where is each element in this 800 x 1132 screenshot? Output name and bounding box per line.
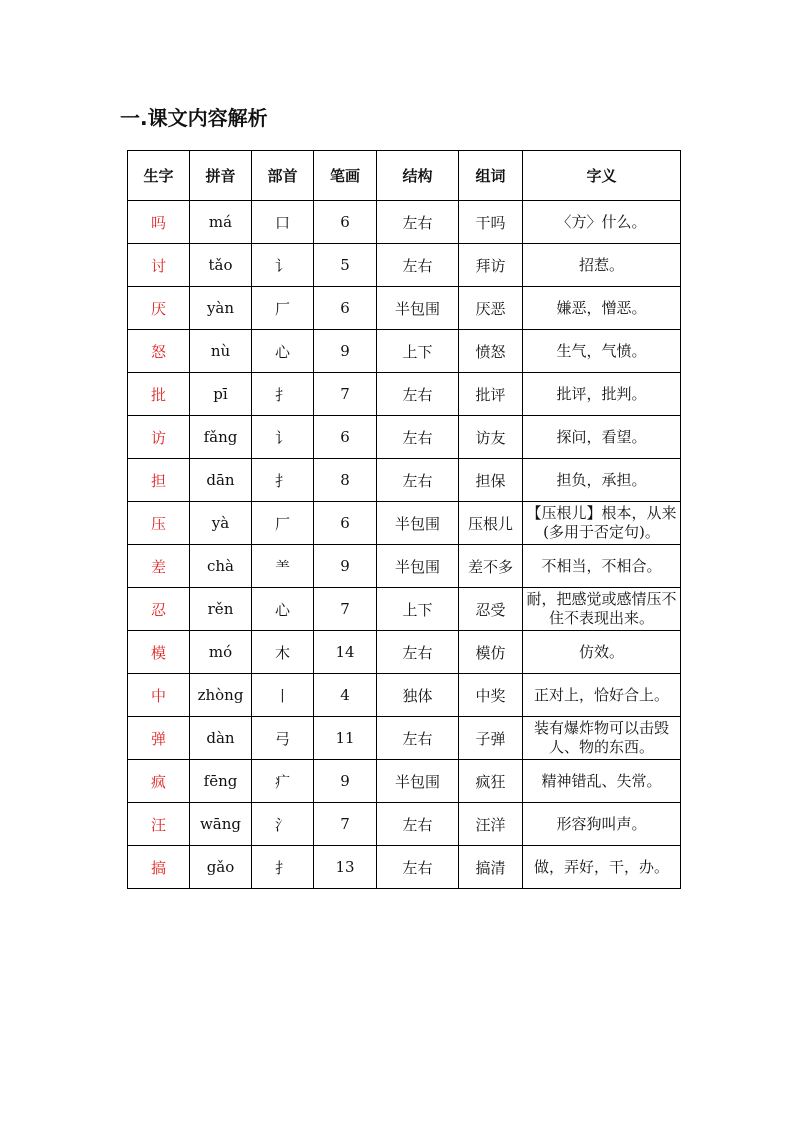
- cell-pinyin: nù: [190, 330, 252, 373]
- cell-pinyin: pī: [190, 373, 252, 416]
- cell-structure: 上下: [377, 330, 459, 373]
- cell-word: 厌恶: [459, 287, 523, 330]
- cell-structure: 半包围: [377, 545, 459, 588]
- cell-meaning: 招惹。: [523, 244, 681, 287]
- cell-character: 吗: [128, 201, 190, 244]
- cell-radical: 弓: [252, 717, 314, 760]
- cell-meaning: 【压根儿】根本，从来(多用于否定句)。: [523, 502, 681, 545]
- cell-meaning: 批评，批判。: [523, 373, 681, 416]
- header-character: 生字: [128, 151, 190, 201]
- cell-strokes: 6: [314, 416, 377, 459]
- cell-strokes: 9: [314, 330, 377, 373]
- cell-strokes: 6: [314, 502, 377, 545]
- cell-character: 压: [128, 502, 190, 545]
- table-row: [128, 760, 681, 803]
- cell-structure: 左右: [377, 631, 459, 674]
- cell-pinyin: má: [190, 201, 252, 244]
- cell-character: 汪: [128, 803, 190, 846]
- vocabulary-table: [127, 150, 681, 889]
- cell-meaning: 装有爆炸物可以击毁人、物的东西。: [523, 717, 681, 760]
- cell-strokes: 7: [314, 803, 377, 846]
- cell-character: 怒: [128, 330, 190, 373]
- cell-strokes: 8: [314, 459, 377, 502]
- cell-word: 愤怒: [459, 330, 523, 373]
- cell-character: 访: [128, 416, 190, 459]
- cell-radical: 疒: [252, 760, 314, 803]
- cell-character: 弹: [128, 717, 190, 760]
- cell-pinyin: fēng: [190, 760, 252, 803]
- cell-pinyin: rěn: [190, 588, 252, 631]
- cell-radical: 氵: [252, 803, 314, 846]
- cell-word: 压根儿: [459, 502, 523, 545]
- cell-meaning: 不相当，不相合。: [523, 545, 681, 588]
- cell-radical: 木: [252, 631, 314, 674]
- cell-word: 差不多: [459, 545, 523, 588]
- table-row: [128, 373, 681, 416]
- cell-meaning: 精神错乱、失常。: [523, 760, 681, 803]
- cell-radical: ⺷: [252, 545, 314, 588]
- cell-character: 讨: [128, 244, 190, 287]
- cell-character: 差: [128, 545, 190, 588]
- cell-strokes: 7: [314, 588, 377, 631]
- cell-radical: 丨: [252, 674, 314, 717]
- cell-pinyin: zhòng: [190, 674, 252, 717]
- cell-radical: 心: [252, 330, 314, 373]
- cell-character: 批: [128, 373, 190, 416]
- header-structure: 结构: [377, 151, 459, 201]
- cell-character: 厌: [128, 287, 190, 330]
- table-row: [128, 416, 681, 459]
- cell-word: 忍受: [459, 588, 523, 631]
- table-row: [128, 459, 681, 502]
- cell-strokes: 6: [314, 287, 377, 330]
- cell-pinyin: dàn: [190, 717, 252, 760]
- cell-strokes: 14: [314, 631, 377, 674]
- cell-meaning: 探问，看望。: [523, 416, 681, 459]
- cell-strokes: 4: [314, 674, 377, 717]
- cell-structure: 半包围: [377, 502, 459, 545]
- cell-radical: 讠: [252, 416, 314, 459]
- cell-radical: 厂: [252, 287, 314, 330]
- cell-strokes: 11: [314, 717, 377, 760]
- cell-strokes: 13: [314, 846, 377, 889]
- cell-structure: 左右: [377, 373, 459, 416]
- cell-meaning: 做，弄好，干，办。: [523, 846, 681, 889]
- cell-character: 担: [128, 459, 190, 502]
- cell-meaning: 仿效。: [523, 631, 681, 674]
- table-row: [128, 674, 681, 717]
- cell-strokes: 9: [314, 545, 377, 588]
- cell-radical: 讠: [252, 244, 314, 287]
- cell-structure: 左右: [377, 803, 459, 846]
- table-header-row: [128, 151, 681, 201]
- cell-meaning: 正对上，恰好合上。: [523, 674, 681, 717]
- cell-radical: 扌: [252, 846, 314, 889]
- table-row: [128, 201, 681, 244]
- page-title: 一.课文内容解析: [120, 106, 268, 130]
- cell-radical: 扌: [252, 373, 314, 416]
- cell-meaning: 嫌恶，憎恶。: [523, 287, 681, 330]
- table-row: [128, 244, 681, 287]
- cell-character: 搞: [128, 846, 190, 889]
- table-row: [128, 287, 681, 330]
- cell-structure: 左右: [377, 459, 459, 502]
- cell-strokes: 5: [314, 244, 377, 287]
- header-meaning: 字义: [523, 151, 681, 201]
- cell-word: 担保: [459, 459, 523, 502]
- cell-word: 中奖: [459, 674, 523, 717]
- cell-word: 干吗: [459, 201, 523, 244]
- cell-radical: 心: [252, 588, 314, 631]
- cell-word: 疯狂: [459, 760, 523, 803]
- cell-strokes: 7: [314, 373, 377, 416]
- table-row: [128, 717, 681, 760]
- table-row: [128, 545, 681, 588]
- cell-structure: 左右: [377, 416, 459, 459]
- cell-word: 搞清: [459, 846, 523, 889]
- cell-character: 忍: [128, 588, 190, 631]
- cell-strokes: 6: [314, 201, 377, 244]
- cell-structure: 独体: [377, 674, 459, 717]
- table-row: [128, 846, 681, 889]
- cell-structure: 左右: [377, 846, 459, 889]
- cell-character: 疯: [128, 760, 190, 803]
- cell-pinyin: gǎo: [190, 846, 252, 889]
- cell-structure: 左右: [377, 717, 459, 760]
- cell-strokes: 9: [314, 760, 377, 803]
- table-row: [128, 631, 681, 674]
- cell-meaning: 生气，气愤。: [523, 330, 681, 373]
- cell-word: 子弹: [459, 717, 523, 760]
- cell-pinyin: mó: [190, 631, 252, 674]
- cell-meaning: 形容狗叫声。: [523, 803, 681, 846]
- table-row: [128, 803, 681, 846]
- cell-word: 汪洋: [459, 803, 523, 846]
- cell-meaning: 〈方〉什么。: [523, 201, 681, 244]
- cell-structure: 上下: [377, 588, 459, 631]
- cell-word: 访友: [459, 416, 523, 459]
- cell-pinyin: dān: [190, 459, 252, 502]
- cell-pinyin: wāng: [190, 803, 252, 846]
- cell-pinyin: tǎo: [190, 244, 252, 287]
- cell-structure: 半包围: [377, 760, 459, 803]
- cell-meaning: 耐，把感觉或感情压不住不表现出来。: [523, 588, 681, 631]
- table-row: [128, 588, 681, 631]
- cell-pinyin: yàn: [190, 287, 252, 330]
- cell-word: 批评: [459, 373, 523, 416]
- cell-radical: 扌: [252, 459, 314, 502]
- cell-structure: 半包围: [377, 287, 459, 330]
- cell-structure: 左右: [377, 201, 459, 244]
- cell-character: 中: [128, 674, 190, 717]
- cell-radical: 口: [252, 201, 314, 244]
- cell-word: 拜访: [459, 244, 523, 287]
- header-pinyin: 拼音: [190, 151, 252, 201]
- cell-structure: 左右: [377, 244, 459, 287]
- cell-pinyin: yà: [190, 502, 252, 545]
- header-strokes: 笔画: [314, 151, 377, 201]
- cell-pinyin: fǎng: [190, 416, 252, 459]
- header-word: 组词: [459, 151, 523, 201]
- cell-pinyin: chà: [190, 545, 252, 588]
- table-row: [128, 502, 681, 545]
- cell-character: 模: [128, 631, 190, 674]
- cell-meaning: 担负，承担。: [523, 459, 681, 502]
- cell-radical: 厂: [252, 502, 314, 545]
- cell-word: 模仿: [459, 631, 523, 674]
- table-row: [128, 330, 681, 373]
- header-radical: 部首: [252, 151, 314, 201]
